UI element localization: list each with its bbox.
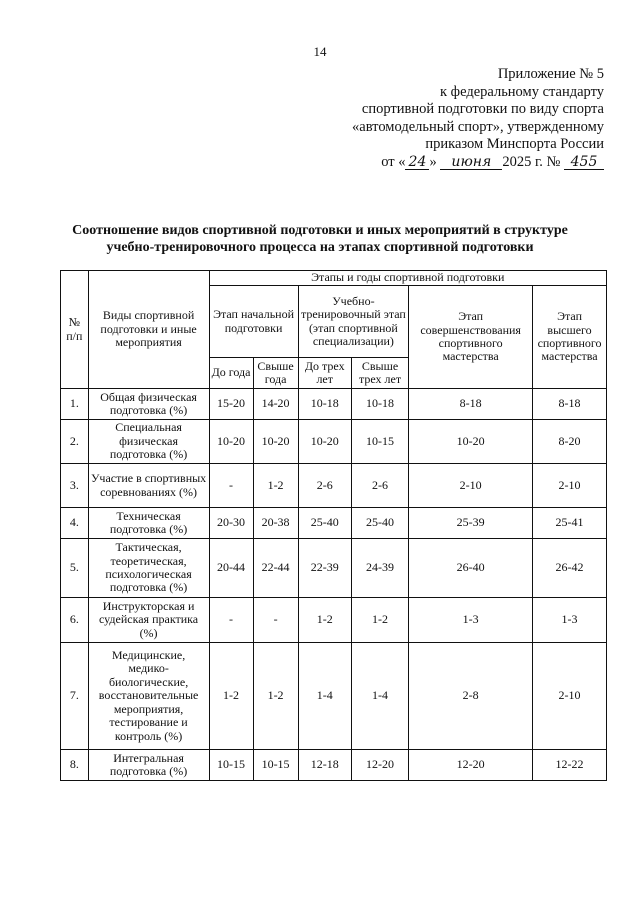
- cell-over-three-years: 24-39: [351, 539, 408, 598]
- title-line: учебно-тренировочного процесса на этапах спортивной подготовки: [106, 240, 534, 255]
- cell-improvement-stage: 8-18: [409, 389, 533, 420]
- cell-improvement-stage: 1-3: [409, 598, 533, 643]
- table-row: [61, 420, 607, 464]
- table-row: [61, 389, 607, 420]
- cell-up-to-three-years: 10-18: [298, 389, 351, 420]
- row-num: 7.: [61, 643, 89, 750]
- appendix-line: к федеральному стандарту: [440, 83, 604, 100]
- cell-up-to-three-years: 10-20: [298, 420, 351, 464]
- cell-up-to-three-years: 22-39: [298, 539, 351, 598]
- table-row: [61, 539, 607, 598]
- cell-over-three-years: 25-40: [351, 508, 408, 539]
- row-name: Специальная физическая подготовка (%): [88, 420, 209, 464]
- header-num: № п/п: [61, 271, 89, 389]
- date-prefix: от «: [381, 153, 406, 170]
- header-up-to-year: До года: [209, 358, 253, 389]
- cell-higher-stage: 2-10: [533, 464, 607, 508]
- cell-improvement-stage: 25-39: [409, 508, 533, 539]
- cell-higher-stage: 1-3: [533, 598, 607, 643]
- cell-higher-stage: 26-42: [533, 539, 607, 598]
- cell-over-three-years: 10-15: [351, 420, 408, 464]
- training-ratio-table: [60, 270, 607, 781]
- cell-improvement-stage: 26-40: [409, 539, 533, 598]
- cell-over-year: 10-20: [253, 420, 298, 464]
- order-date-line: [304, 154, 604, 172]
- row-name: Медицинские, медико-биологические, восстановительные мероприятия, тестирование и контроль (%): [88, 643, 209, 750]
- cell-over-year: 1-2: [253, 643, 298, 750]
- cell-improvement-stage: 10-20: [409, 420, 533, 464]
- title-line: Соотношение видов спортивной подготовки и иных мероприятий в структуре: [72, 223, 568, 238]
- table-row: [61, 508, 607, 539]
- cell-higher-stage: 12-22: [533, 750, 607, 781]
- page-number: 14: [313, 44, 327, 59]
- cell-up-to-three-years: 12-18: [298, 750, 351, 781]
- cell-improvement-stage: 2-8: [409, 643, 533, 750]
- cell-up-to-year: 10-15: [209, 750, 253, 781]
- header-improvement-stage: Этап совершенствования спортивного мастерства: [409, 286, 533, 389]
- date-mid: »: [429, 153, 437, 170]
- handwritten-month: июня: [440, 155, 502, 170]
- row-num: 3.: [61, 464, 89, 508]
- row-num: 4.: [61, 508, 89, 539]
- appendix-line: Приложение № 5: [497, 66, 604, 82]
- header-higher-stage: Этап высшего спортивного мастерства: [533, 286, 607, 389]
- cell-up-to-year: -: [209, 598, 253, 643]
- cell-up-to-three-years: 1-4: [298, 643, 351, 750]
- header-over-three-years: Свыше трех лет: [351, 358, 408, 389]
- row-num: 5.: [61, 539, 89, 598]
- cell-over-year: 20-38: [253, 508, 298, 539]
- cell-higher-stage: 8-20: [533, 420, 607, 464]
- header-over-year: Свыше года: [253, 358, 298, 389]
- cell-up-to-year: 10-20: [209, 420, 253, 464]
- cell-over-three-years: 2-6: [351, 464, 408, 508]
- cell-improvement-stage: 2-10: [409, 464, 533, 508]
- row-name: Инструкторская и судейская практика (%): [88, 598, 209, 643]
- appendix-line: спортивной подготовки по виду спорта: [361, 101, 604, 118]
- row-name: Участие в спортивных соревнованиях (%): [88, 464, 209, 508]
- appendix-line: приказом Минспорта России: [425, 136, 604, 153]
- table-row: [61, 643, 607, 750]
- cell-over-year: -: [253, 598, 298, 643]
- cell-over-year: 14-20: [253, 389, 298, 420]
- cell-over-year: 10-15: [253, 750, 298, 781]
- cell-up-to-year: 20-44: [209, 539, 253, 598]
- cell-up-to-year: 20-30: [209, 508, 253, 539]
- cell-improvement-stage: 12-20: [409, 750, 533, 781]
- header-up-to-three-years: До трех лет: [298, 358, 351, 389]
- cell-up-to-year: 15-20: [209, 389, 253, 420]
- cell-over-three-years: 1-4: [351, 643, 408, 750]
- cell-higher-stage: 8-18: [533, 389, 607, 420]
- cell-higher-stage: 2-10: [533, 643, 607, 750]
- cell-up-to-year: 1-2: [209, 643, 253, 750]
- row-num: 6.: [61, 598, 89, 643]
- handwritten-order-number: 455: [564, 155, 604, 170]
- cell-up-to-three-years: 2-6: [298, 464, 351, 508]
- cell-higher-stage: 25-41: [533, 508, 607, 539]
- cell-up-to-year: -: [209, 464, 253, 508]
- table-row: [61, 598, 607, 643]
- date-year: 2025 г. №: [502, 153, 561, 170]
- appendix-line: «автомодельный спорт», утвержденному: [352, 118, 604, 135]
- document-title: [40, 222, 600, 256]
- table-row: [61, 750, 607, 781]
- row-name: Тактическая, теоретическая, психологическая подготовка (%): [88, 539, 209, 598]
- cell-over-three-years: 10-18: [351, 389, 408, 420]
- row-num: 1.: [61, 389, 89, 420]
- row-name: Общая физическая подготовка (%): [88, 389, 209, 420]
- appendix-block: [304, 66, 604, 172]
- table-row: [61, 464, 607, 508]
- row-num: 2.: [61, 420, 89, 464]
- header-kind: Виды спортивной подготовки и иные мероприятия: [88, 271, 209, 389]
- cell-over-three-years: 12-20: [351, 750, 408, 781]
- cell-over-three-years: 1-2: [351, 598, 408, 643]
- header-stages-years: Этапы и годы спортивной подготовки: [209, 271, 607, 286]
- cell-up-to-three-years: 1-2: [298, 598, 351, 643]
- cell-up-to-three-years: 25-40: [298, 508, 351, 539]
- cell-over-year: 1-2: [253, 464, 298, 508]
- handwritten-day: 24: [405, 155, 429, 170]
- row-name: Интегральная подготовка (%): [88, 750, 209, 781]
- header-initial-stage: Этап начальной подготовки: [209, 286, 298, 358]
- header-training-stage: Учебно-тренировочный этап (этап спортивной специализации): [298, 286, 409, 358]
- cell-over-year: 22-44: [253, 539, 298, 598]
- row-num: 8.: [61, 750, 89, 781]
- row-name: Техническая подготовка (%): [88, 508, 209, 539]
